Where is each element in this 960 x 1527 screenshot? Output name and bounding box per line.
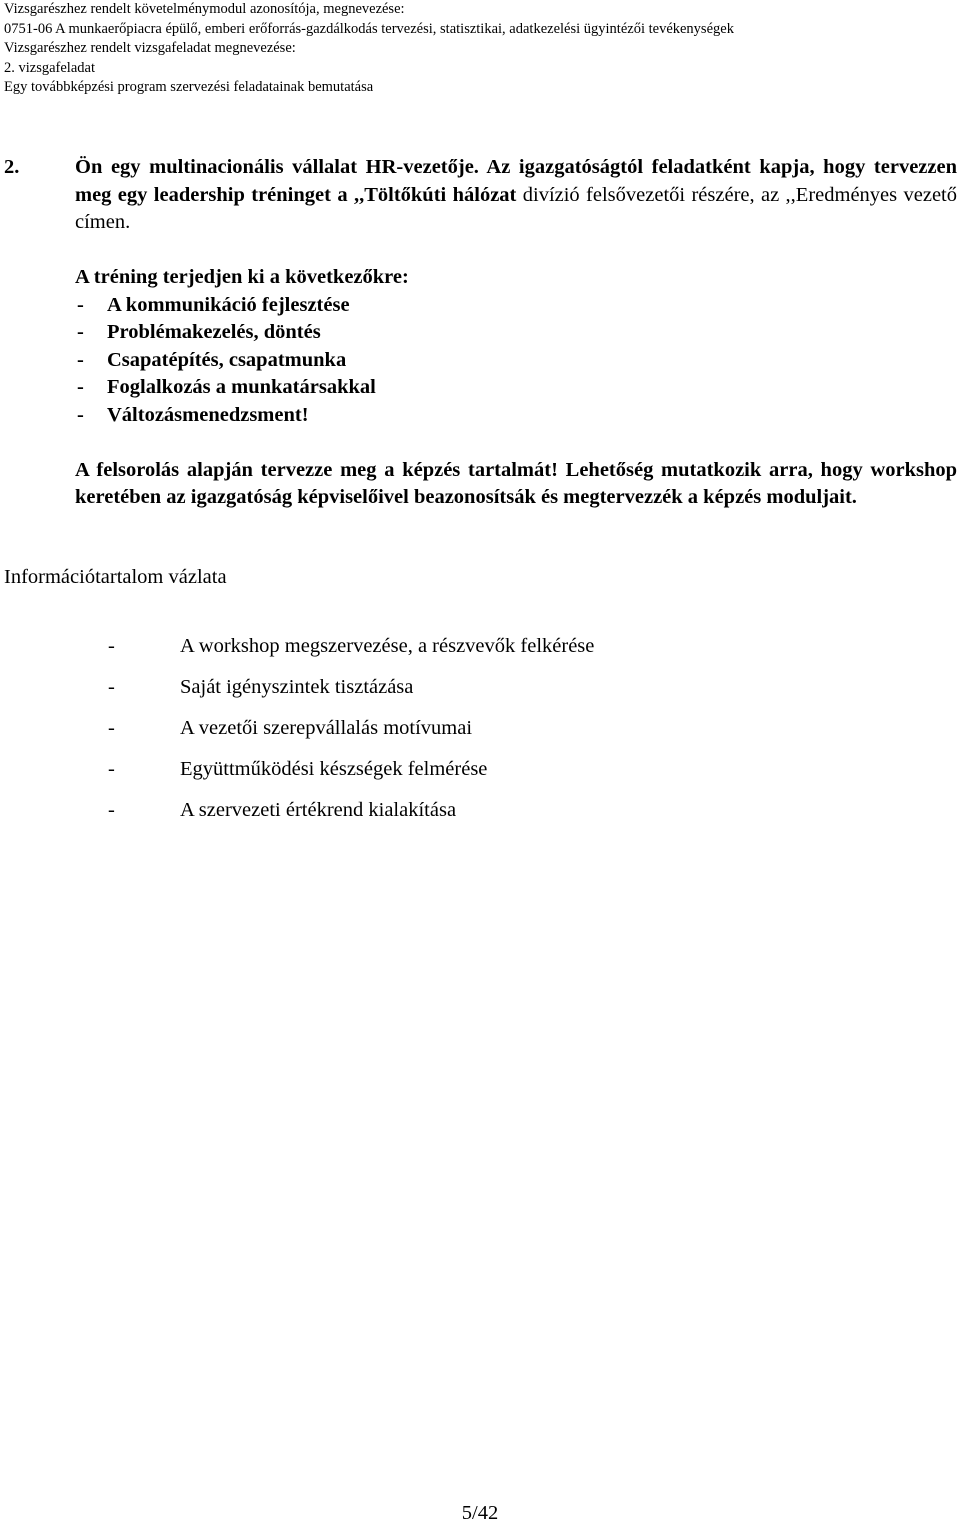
list-item: - A szervezeti értékrend kialakítása xyxy=(108,799,457,821)
page-number: 5/42 xyxy=(461,1502,499,1524)
list-item: - Együttműködési készségek felmérése xyxy=(108,758,488,780)
header-task-number: 2. vizsgafeladat xyxy=(4,59,95,76)
scope-item-text: Csapatépítés, csapatmunka xyxy=(107,348,347,371)
list-item: - Saját igényszintek tisztázása xyxy=(108,676,414,698)
task-closing: A felsorolás alapján tervezze meg a képzés tartalmát! Lehetőség mutatkozik arra, hogy workshop keretében az igazgatóság képviselőivel beazonosítsák és megtervezzék a képzés moduljait. xyxy=(75,458,957,508)
scope-item-text: A kommunikáció fejlesztése xyxy=(107,293,350,316)
outline-item-text: A vezetői szerepvállalás motívumai xyxy=(180,717,473,739)
spacer xyxy=(75,429,957,457)
list-item: - Csapatépítés, csapatmunka xyxy=(77,348,347,371)
header-task-label: Vizsgarészhez rendelt vizsgafeladat megnevezése: xyxy=(4,40,296,56)
spacer xyxy=(75,237,957,265)
task-intro xyxy=(75,154,957,237)
scope-label: A tréning terjedjen ki a következőkre: xyxy=(75,266,409,288)
list-item: - A vezetői szerepvállalás motívumai xyxy=(108,717,473,739)
info-title: Információtartalom vázlata xyxy=(4,566,227,588)
task-intro-part3: címen. xyxy=(75,211,131,233)
list-item: - A kommunikáció fejlesztése xyxy=(77,293,350,316)
task-body xyxy=(75,154,957,512)
document-header xyxy=(4,0,954,98)
task-number: 2. xyxy=(4,156,20,178)
task-intro-part1: Ön egy multinacionális vállalat HR-vezetője. Az igazgatóságtól feladatként kapja, hogy tervezzen meg egy leadership tréninget a ,,Töltőkúti hálózat xyxy=(75,156,957,206)
task-intro-part2: divízió felsővezetői részére, az ,,Eredményes vezető xyxy=(516,183,957,206)
header-task-name: Egy továbbképzési program szervezési feladatainak bemutatása xyxy=(4,79,374,95)
scope-item-text: Változásmenedzsment! xyxy=(107,403,309,426)
outline-item-text: A workshop megszervezése, a részvevők felkérése xyxy=(180,635,595,657)
header-module-label: Vizsgarészhez rendelt követelménymodul azonosítója, megnevezése: xyxy=(4,1,405,17)
scope-item-text: Foglalkozás a munkatársakkal xyxy=(107,376,376,398)
info-outline-list xyxy=(108,633,594,838)
outline-item-text: Saját igényszintek tisztázása xyxy=(180,676,414,698)
list-item: - Foglalkozás a munkatársakkal xyxy=(77,376,376,398)
list-item: - Változásmenedzsment! xyxy=(77,403,309,426)
list-item: - A workshop megszervezése, a részvevők felkérése xyxy=(108,635,595,657)
list-item: - Problémakezelés, döntés xyxy=(77,321,321,343)
outline-item-text: A szervezeti értékrend kialakítása xyxy=(180,799,457,821)
outline-item-text: Együttműködési készségek felmérése xyxy=(180,758,488,780)
header-module-name: 0751-06 A munkaerőpiacra épülő, emberi erőforrás-gazdálkodás tervezési, statisztikai, adatkezelési ügyintézői tevékenységek xyxy=(4,20,734,37)
scope-list xyxy=(75,292,957,430)
scope-item-text: Problémakezelés, döntés xyxy=(107,321,321,343)
